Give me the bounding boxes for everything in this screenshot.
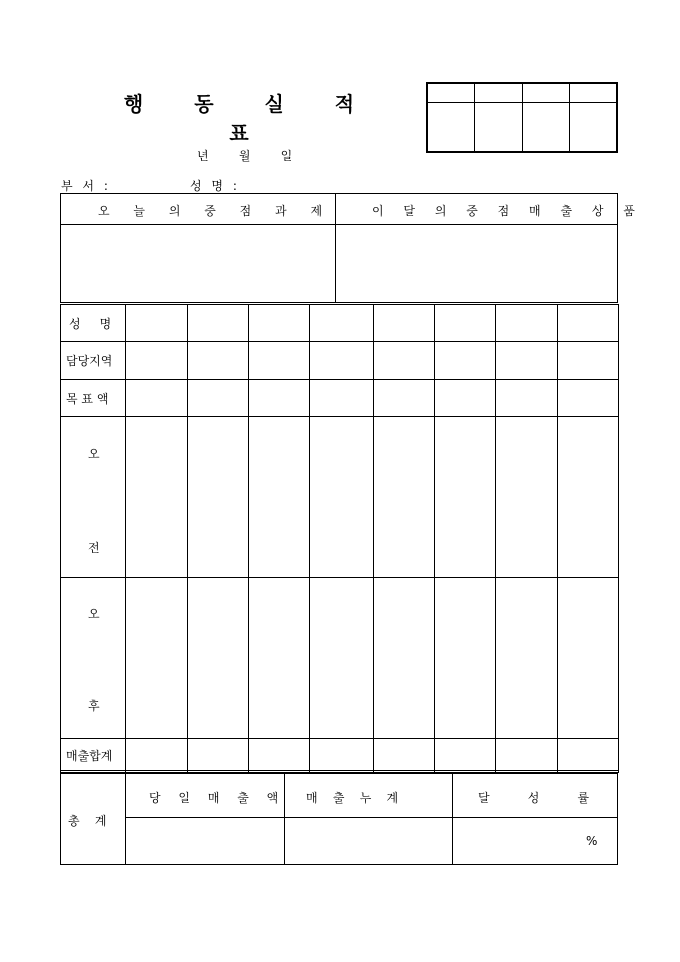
table-cell[interactable] <box>558 342 619 380</box>
row-label-name: 성 명 <box>61 305 126 342</box>
table-cell[interactable] <box>435 305 496 342</box>
approval-sign-cell[interactable] <box>522 103 569 152</box>
table-cell[interactable] <box>558 578 619 739</box>
table-cell[interactable] <box>310 578 374 739</box>
table-cell[interactable] <box>496 342 558 380</box>
am-label-top: 오 <box>88 447 100 461</box>
table-cell[interactable] <box>188 578 249 739</box>
summary-label: 총 계 <box>68 814 107 828</box>
table-cell[interactable] <box>310 380 374 417</box>
document-title: 행 동 실 적 표 <box>123 92 377 145</box>
table-cell[interactable] <box>126 380 188 417</box>
row-label-pm <box>61 578 126 739</box>
table-cell[interactable] <box>310 305 374 342</box>
activity-table <box>60 304 619 773</box>
table-cell[interactable] <box>126 578 188 739</box>
table-cell[interactable] <box>374 342 435 380</box>
table-cell[interactable] <box>496 739 558 773</box>
table-cell[interactable] <box>435 380 496 417</box>
date-line <box>197 147 292 164</box>
cumulative-sales-header: 매 출 누 계 <box>306 791 399 805</box>
table-row-target <box>61 380 619 417</box>
table-cell[interactable] <box>249 380 310 417</box>
table-cell[interactable] <box>310 417 374 578</box>
table-cell[interactable] <box>249 342 310 380</box>
approval-header-cell <box>569 84 616 103</box>
today-task-header: 오 늘 의 중 점 과 제 <box>98 204 333 218</box>
am-label-bottom: 전 <box>88 541 100 555</box>
approval-sign-cell[interactable] <box>569 103 616 152</box>
achievement-rate-header: 달 성 률 <box>478 791 590 805</box>
row-label-target: 목 표 액 <box>61 380 126 417</box>
table-cell[interactable] <box>558 380 619 417</box>
row-label-sales-total: 매출합계 <box>61 739 126 773</box>
table-cell[interactable] <box>374 578 435 739</box>
summary-double-line <box>60 770 618 771</box>
daily-sales-input[interactable] <box>126 818 284 864</box>
daily-sales-header: 당 일 매 출 액 <box>149 791 286 805</box>
month-product-header: 이 달 의 중 점 매 출 상 품 <box>372 204 643 218</box>
table-cell[interactable] <box>496 380 558 417</box>
table-cell[interactable] <box>249 578 310 739</box>
table-cell[interactable] <box>496 305 558 342</box>
table-cell[interactable] <box>188 739 249 773</box>
table-cell[interactable] <box>249 739 310 773</box>
approval-box <box>426 82 618 153</box>
table-row-pm <box>61 578 619 739</box>
name-label: 성 명 : <box>190 179 240 193</box>
table-cell[interactable] <box>558 305 619 342</box>
table-cell[interactable] <box>435 739 496 773</box>
department-label: 부 서 : <box>61 179 111 193</box>
today-task-input[interactable] <box>61 225 335 301</box>
approval-sign-cell[interactable] <box>428 103 475 152</box>
approval-sign-cell[interactable] <box>475 103 522 152</box>
table-cell[interactable] <box>249 417 310 578</box>
table-cell[interactable] <box>435 342 496 380</box>
year-label: 년 <box>197 149 209 163</box>
table-row-name <box>61 305 619 342</box>
table-row-region <box>61 342 619 380</box>
table-cell[interactable] <box>126 417 188 578</box>
row-label-region: 담당지역 <box>61 342 126 380</box>
table-cell[interactable] <box>310 342 374 380</box>
table-cell[interactable] <box>188 380 249 417</box>
table-cell[interactable] <box>558 739 619 773</box>
table-cell[interactable] <box>435 578 496 739</box>
table-cell[interactable] <box>374 380 435 417</box>
table-cell[interactable] <box>188 305 249 342</box>
table-row-sales-total <box>61 739 619 773</box>
table-cell[interactable] <box>126 739 188 773</box>
approval-header-cell <box>475 84 522 103</box>
table-cell[interactable] <box>374 417 435 578</box>
table-cell[interactable] <box>188 342 249 380</box>
pm-label-bottom: 후 <box>88 699 100 713</box>
day-label: 일 <box>280 149 293 163</box>
table-cell[interactable] <box>496 417 558 578</box>
table-cell[interactable] <box>374 739 435 773</box>
table-cell[interactable] <box>188 417 249 578</box>
cumulative-sales-input[interactable] <box>285 818 452 864</box>
table-cell[interactable] <box>126 305 188 342</box>
table-cell[interactable] <box>374 305 435 342</box>
table-row-am <box>61 417 619 578</box>
month-product-input[interactable] <box>336 225 617 301</box>
row-label-am <box>61 417 126 578</box>
table-cell[interactable] <box>249 305 310 342</box>
table-cell[interactable] <box>496 578 558 739</box>
approval-header-cell <box>522 84 569 103</box>
month-label: 월 <box>238 149 251 163</box>
approval-header-cell <box>428 84 475 103</box>
table-cell[interactable] <box>558 417 619 578</box>
pm-label-top: 오 <box>88 607 100 621</box>
table-cell[interactable] <box>435 417 496 578</box>
table-cell[interactable] <box>310 739 374 773</box>
percent-sign: % <box>586 834 598 848</box>
table-cell[interactable] <box>126 342 188 380</box>
